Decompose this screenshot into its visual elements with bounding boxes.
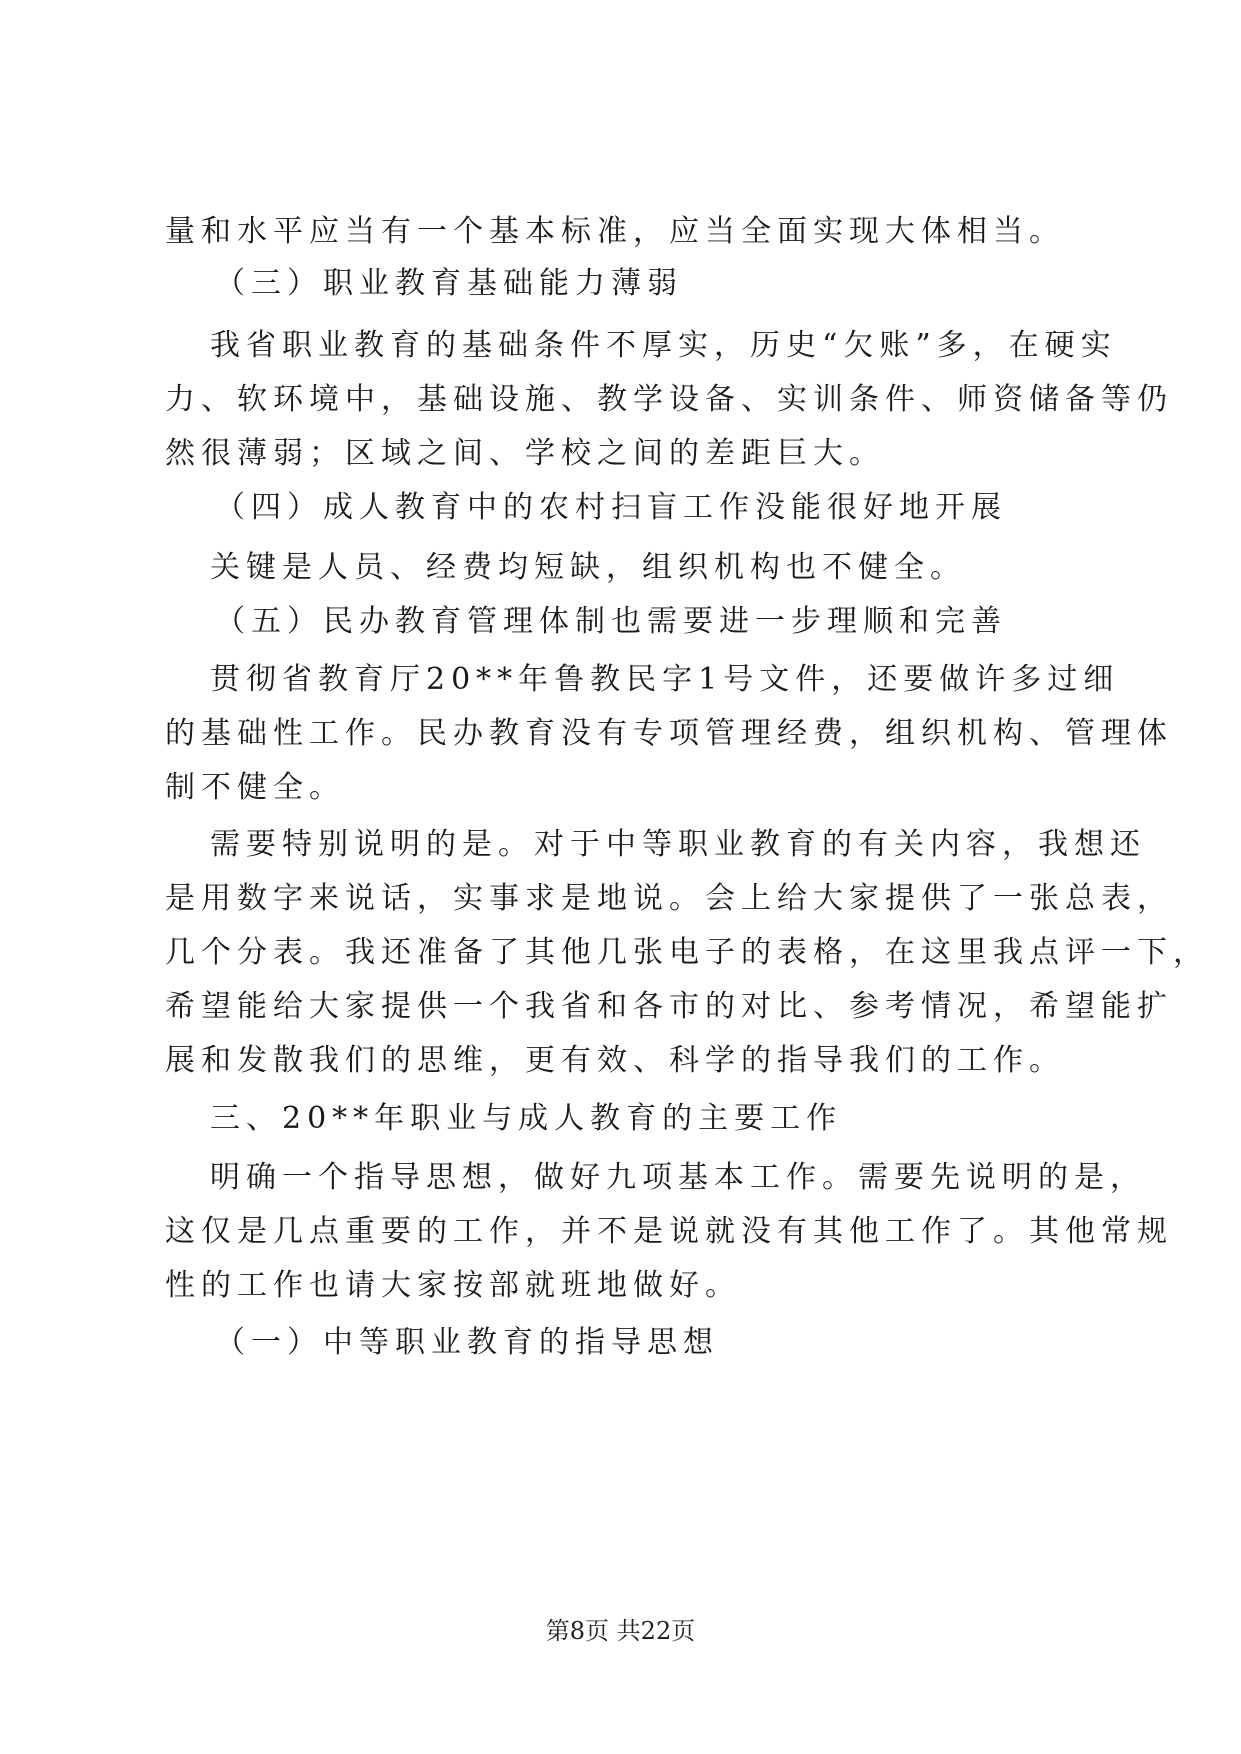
text-line: 展和发散我们的思维，更有效、科学的指导我们的工作。 bbox=[165, 1043, 1065, 1078]
section-heading: 三、20**年职业与成人教育的主要工作 bbox=[210, 1101, 843, 1136]
text-line: 制不健全。 bbox=[165, 770, 345, 805]
paragraph-first-line: 明确一个指导思想，做好九项基本工作。需要先说明的是， bbox=[210, 1160, 1146, 1195]
text-line: 希望能给大家提供一个我省和各市的对比、参考情况，希望能扩 bbox=[165, 989, 1173, 1024]
text-line: 的基础性工作。民办教育没有专项管理经费，组织机构、管理体 bbox=[165, 716, 1173, 751]
text-line: 量和水平应当有一个基本标准，应当全面实现大体相当。 bbox=[165, 214, 1065, 249]
text-line: 力、软环境中，基础设施、教学设备、实训条件、师资储备等仍 bbox=[165, 382, 1173, 417]
section-heading: （一）中等职业教育的指导思想 bbox=[215, 1325, 719, 1360]
paragraph-first-line: 需要特别说明的是。对于中等职业教育的有关内容，我想还 bbox=[210, 827, 1146, 862]
text-line: 是用数字来说话，实事求是地说。会上给大家提供了一张总表， bbox=[165, 881, 1173, 916]
text-line: 然很薄弱；区域之间、学校之间的差距巨大。 bbox=[165, 436, 885, 471]
paragraph-first-line: 贯彻省教育厅20**年鲁教民字1号文件，还要做许多过细 bbox=[210, 662, 1120, 697]
section-heading: （三）职业教育基础能力薄弱 bbox=[215, 266, 683, 301]
paragraph-first-line: 关键是人员、经费均短缺，组织机构也不健全。 bbox=[210, 550, 966, 585]
text-line: 性的工作也请大家按部就班地做好。 bbox=[165, 1268, 741, 1303]
text-line: 这仅是几点重要的工作，并不是说就没有其他工作了。其他常规 bbox=[165, 1214, 1173, 1249]
page-footer: 第8页 共22页 bbox=[545, 1617, 696, 1645]
section-heading: （四）成人教育中的农村扫盲工作没能很好地开展 bbox=[215, 490, 1007, 525]
text-line: 几个分表。我还准备了其他几张电子的表格，在这里我点评一下， bbox=[165, 935, 1209, 970]
section-heading: （五）民办教育管理体制也需要进一步理顺和完善 bbox=[215, 604, 1007, 639]
paragraph-first-line: 我省职业教育的基础条件不厚实，历史“欠账”多，在硬实 bbox=[210, 328, 1117, 363]
